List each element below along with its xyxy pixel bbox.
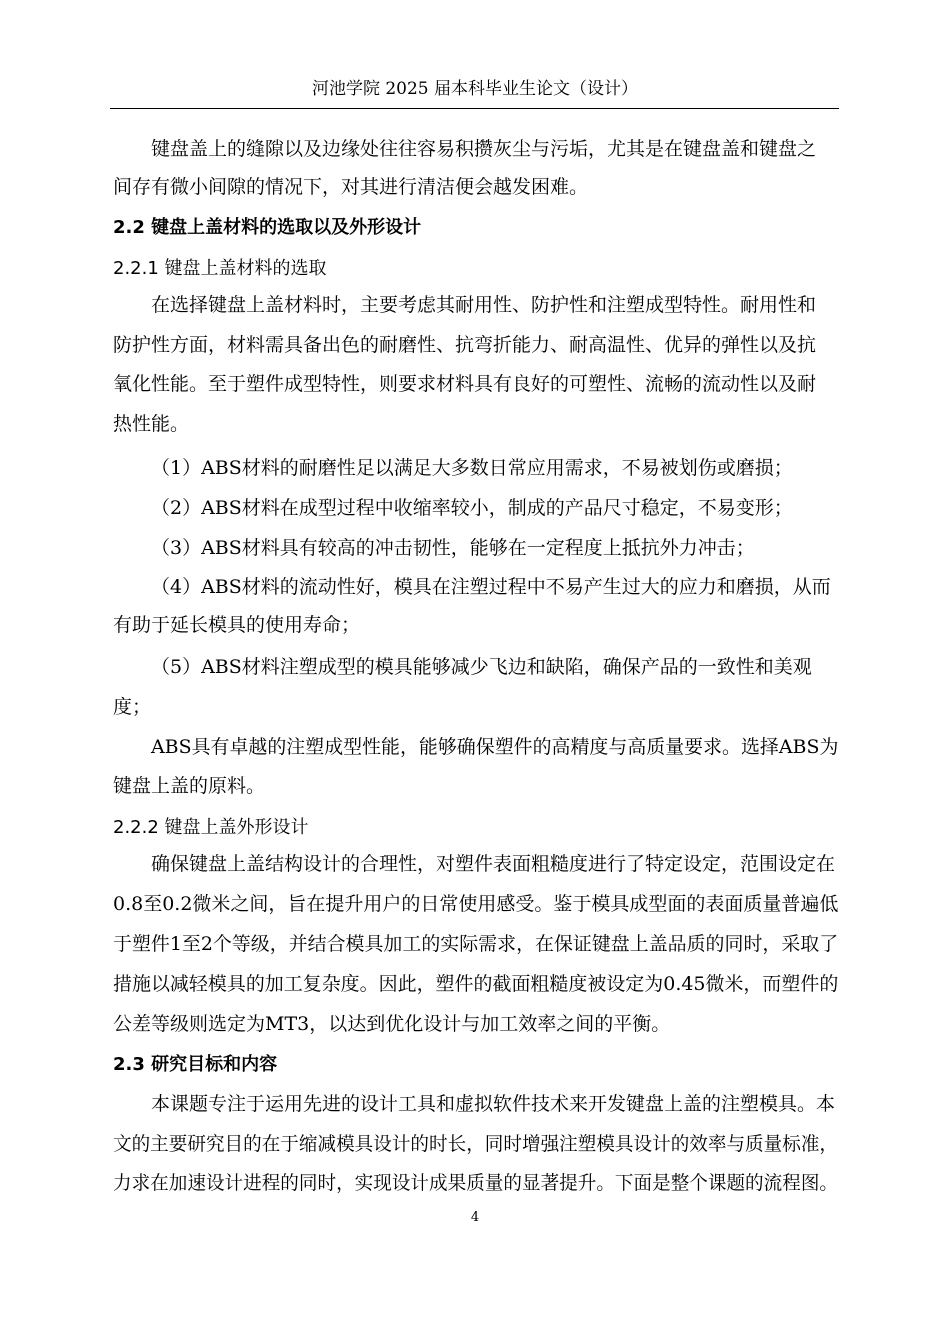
paragraph-line: 间存有微小间隙的情况下，对其进行清洁便会越发困难。 bbox=[113, 176, 589, 198]
page-number: 4 bbox=[470, 1210, 480, 1225]
list-item-continuation: 有助于延长模具的使用寿命； bbox=[113, 614, 361, 636]
subsection-heading-2-2-1: 2.2.1 键盘上盖材料的选取 bbox=[113, 258, 327, 279]
paragraph-line: 于塑件1至2个等级，并结合模具加工的实际需求，在保证键盘上盖品质的同时，采取了 bbox=[113, 933, 839, 955]
paragraph-line: 键盘盖上的缝隙以及边缘处往往容易积攒灰尘与污垢，尤其是在键盘盖和键盘之 bbox=[151, 138, 817, 160]
paragraph-line: 氧化性能。至于塑件成型特性，则要求材料具有良好的可塑性、流畅的流动性以及耐 bbox=[113, 373, 817, 395]
subsection-heading-2-2-2: 2.2.2 键盘上盖外形设计 bbox=[113, 817, 309, 838]
paragraph-line: 在选择键盘上盖材料时，主要考虑其耐用性、防护性和注塑成型特性。耐用性和 bbox=[151, 294, 817, 316]
running-header: 河池学院 2025 届本科毕业生论文（设计） bbox=[311, 79, 639, 99]
list-item-continuation: 度； bbox=[113, 696, 152, 718]
paragraph-line: 文的主要研究目的在于缩减模具设计的时长，同时增强注塑模具设计的效率与质量标准， bbox=[113, 1133, 839, 1155]
paragraph-line: 防护性方面，材料需具备出色的耐磨性、抗弯折能力、耐高温性、优异的弹性以及抗 bbox=[113, 334, 817, 356]
section-heading-2-2: 2.2 键盘上盖材料的选取以及外形设计 bbox=[113, 217, 422, 238]
header-rule bbox=[110, 108, 839, 109]
list-item: （3）ABS材料具有较高的冲击韧性，能够在一定程度上抵抗外力冲击； bbox=[151, 537, 755, 559]
list-item: （1）ABS材料的耐磨性足以满足大多数日常应用需求，不易被划伤或磨损； bbox=[151, 457, 793, 479]
paragraph-line: 力求在加速设计进程的同时，实现设计成果质量的显著提升。下面是整个课题的流程图。 bbox=[113, 1172, 839, 1194]
list-item: （4）ABS材料的流动性好，模具在注塑过程中不易产生过大的应力和磨损，从而 bbox=[151, 576, 831, 598]
paragraph-line: 键盘上盖的原料。 bbox=[113, 775, 266, 797]
paragraph-line: 0.8至0.2微米之间，旨在提升用户的日常使用感受。鉴于模具成型面的表面质量普遍低 bbox=[113, 893, 839, 915]
paragraph-line: 确保键盘上盖结构设计的合理性，对塑件表面粗糙度进行了特定设定，范围设定在 bbox=[151, 853, 836, 875]
paragraph-line: 热性能。 bbox=[113, 413, 190, 435]
list-item: （5）ABS材料注塑成型的模具能够减少飞边和缺陷，确保产品的一致性和美观 bbox=[151, 656, 812, 678]
paragraph-line: 措施以减轻模具的加工复杂度。因此，塑件的截面粗糙度被设定为0.45微米，而塑件的 bbox=[113, 973, 839, 995]
paragraph-line: ABS具有卓越的注塑成型性能，能够确保塑件的高精度与高质量要求。选择ABS为 bbox=[151, 736, 839, 758]
paragraph-line: 本课题专注于运用先进的设计工具和虚拟软件技术来开发键盘上盖的注塑模具。本 bbox=[151, 1093, 836, 1115]
section-heading-2-3: 2.3 研究目标和内容 bbox=[113, 1054, 278, 1075]
list-item: （2）ABS材料在成型过程中收缩率较小，制成的产品尺寸稳定，不易变形； bbox=[151, 497, 793, 519]
paragraph-line: 公差等级则选定为MT3，以达到优化设计与加工效率之间的平衡。 bbox=[113, 1013, 671, 1035]
